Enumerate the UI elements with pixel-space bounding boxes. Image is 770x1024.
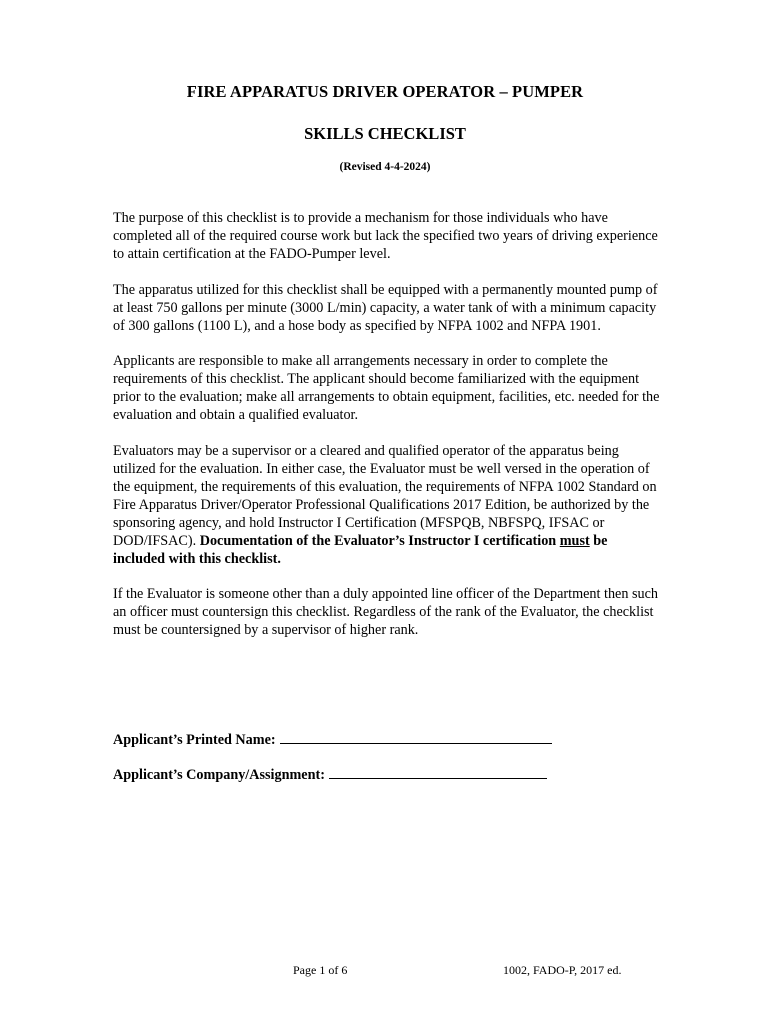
page-number: Page 1 of 6 (293, 963, 348, 977)
paragraph-purpose: The purpose of this checklist is to provide a mechanism for those individuals who have completed all of the required course work but lack the specified two years of driving experience to attain certification at the FADO-Pumper level. (113, 210, 658, 262)
documentation-notice-start: Documentation of the Evaluator’s Instructor I certification (199, 532, 557, 549)
document-body (113, 209, 661, 657)
printed-name-label: Applicant’s Printed Name: (113, 732, 276, 748)
revision-date: (Revised 4-4-2024) (339, 161, 431, 173)
paragraph-applicant-responsibility: Applicants are responsible to make all arrangements necessary in order to complete the requirements of this checklist. The applicant should become familiarized with the equipment prior to the evaluation; make all arrangements to obtain equipment, facilities, etc. needed for the evaluation and obtain a qualified evaluator. (113, 353, 660, 423)
document-title: FIRE APPARATUS DRIVER OPERATOR – PUMPER (186, 82, 584, 101)
paragraph-evaluators (113, 442, 661, 568)
company-field[interactable] (329, 764, 547, 779)
document-subtitle: SKILLS CHECKLIST (304, 124, 466, 143)
paragraph-apparatus: The apparatus utilized for this checklist shall be equipped with a permanently mounted pump of at least 750 gallons per minute (3000 L/min) capacity, a water tank of with a minimum capacity of 300 gallons (1100 L), and a hose body as specified by NFPA 1002 and NFPA 1901. (113, 281, 658, 334)
documentation-notice-must: must (559, 532, 590, 549)
document-reference: 1002, FADO-P, 2017 ed. (503, 963, 622, 977)
company-label: Applicant’s Company/Assignment: (113, 767, 325, 783)
evaluators-text: Evaluators may be a supervisor or a cleared and qualified operator of the apparatus being utilized for the evaluation. In either case, the Evaluator must be well versed in the operation of the equipment, the requirements of this evaluation, the requirements of NFPA 1002 Standard on Fire Apparatus Driver/Operator Professional Qualifications 2017 Edition, be authorized by the sponsoring agency, and hold Instructor I Certification (MFSPQB, NBFSPQ, IFSAC or DOD/IFSAC). (113, 442, 657, 549)
printed-name-field[interactable] (280, 729, 552, 744)
printed-name-row (113, 729, 552, 749)
documentation-notice-end: be included with this checklist. (113, 532, 608, 567)
company-row (113, 764, 547, 784)
paragraph-countersign: If the Evaluator is someone other than a duly appointed line officer of the Department then such an officer must countersign this checklist. Regardless of the rank of the Evaluator, the checklist must be countersigned by a supervisor of higher rank. (113, 586, 658, 638)
